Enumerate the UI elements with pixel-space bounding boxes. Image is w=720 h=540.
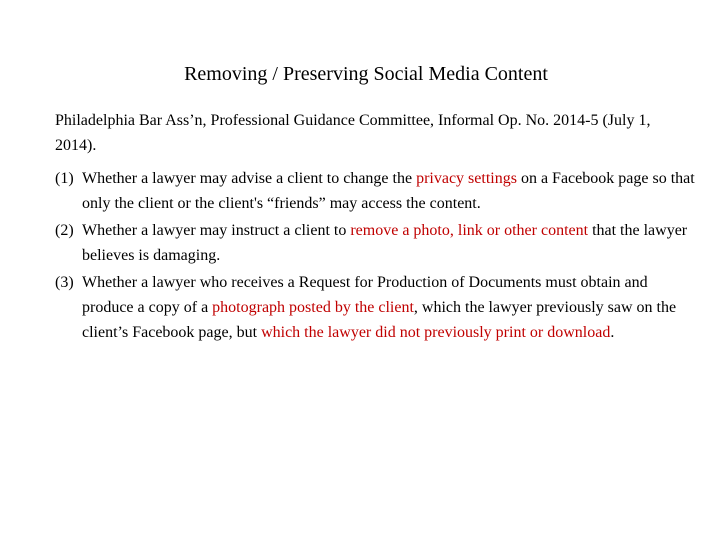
- slide-title: Removing / Preserving Social Media Content: [184, 63, 548, 85]
- question-list: [55, 166, 695, 347]
- highlighted-text: which the lawyer did not previously print or download: [261, 324, 611, 341]
- question-text: [82, 270, 695, 345]
- question-text-part: Whether a lawyer who receives a Request for Production of Documents must obtain and produce a copy of a: [82, 274, 648, 316]
- question-text-part: Whether a lawyer may instruct a client to: [82, 222, 351, 239]
- list-item: [55, 270, 695, 345]
- highlighted-text: privacy settings: [416, 170, 517, 187]
- question-number: (1): [55, 170, 74, 187]
- question-text-part: on a Facebook page so that only the client or the client's “friends” may access the content.: [82, 170, 695, 212]
- question-text: [82, 218, 695, 268]
- citation-paragraph: Philadelphia Bar Ass’n, Professional Guidance Committee, Informal Op. No. 2014-5 (July 1, 2014).: [55, 112, 651, 154]
- question-text-part: Whether a lawyer may advise a client to change the: [82, 170, 417, 187]
- highlighted-text: photograph posted by the client: [212, 299, 414, 316]
- question-number: (3): [55, 274, 74, 291]
- list-item: [55, 218, 695, 268]
- question-text-part: , which the lawyer previously saw on the client’s Facebook page, but: [82, 299, 677, 341]
- question-text: [82, 166, 695, 216]
- list-item: [55, 166, 695, 216]
- question-text-part: that the lawyer believes is damaging.: [82, 222, 688, 264]
- question-text-part: .: [610, 324, 615, 341]
- highlighted-text: remove a photo, link or other content: [350, 222, 589, 239]
- question-number: (2): [55, 222, 74, 239]
